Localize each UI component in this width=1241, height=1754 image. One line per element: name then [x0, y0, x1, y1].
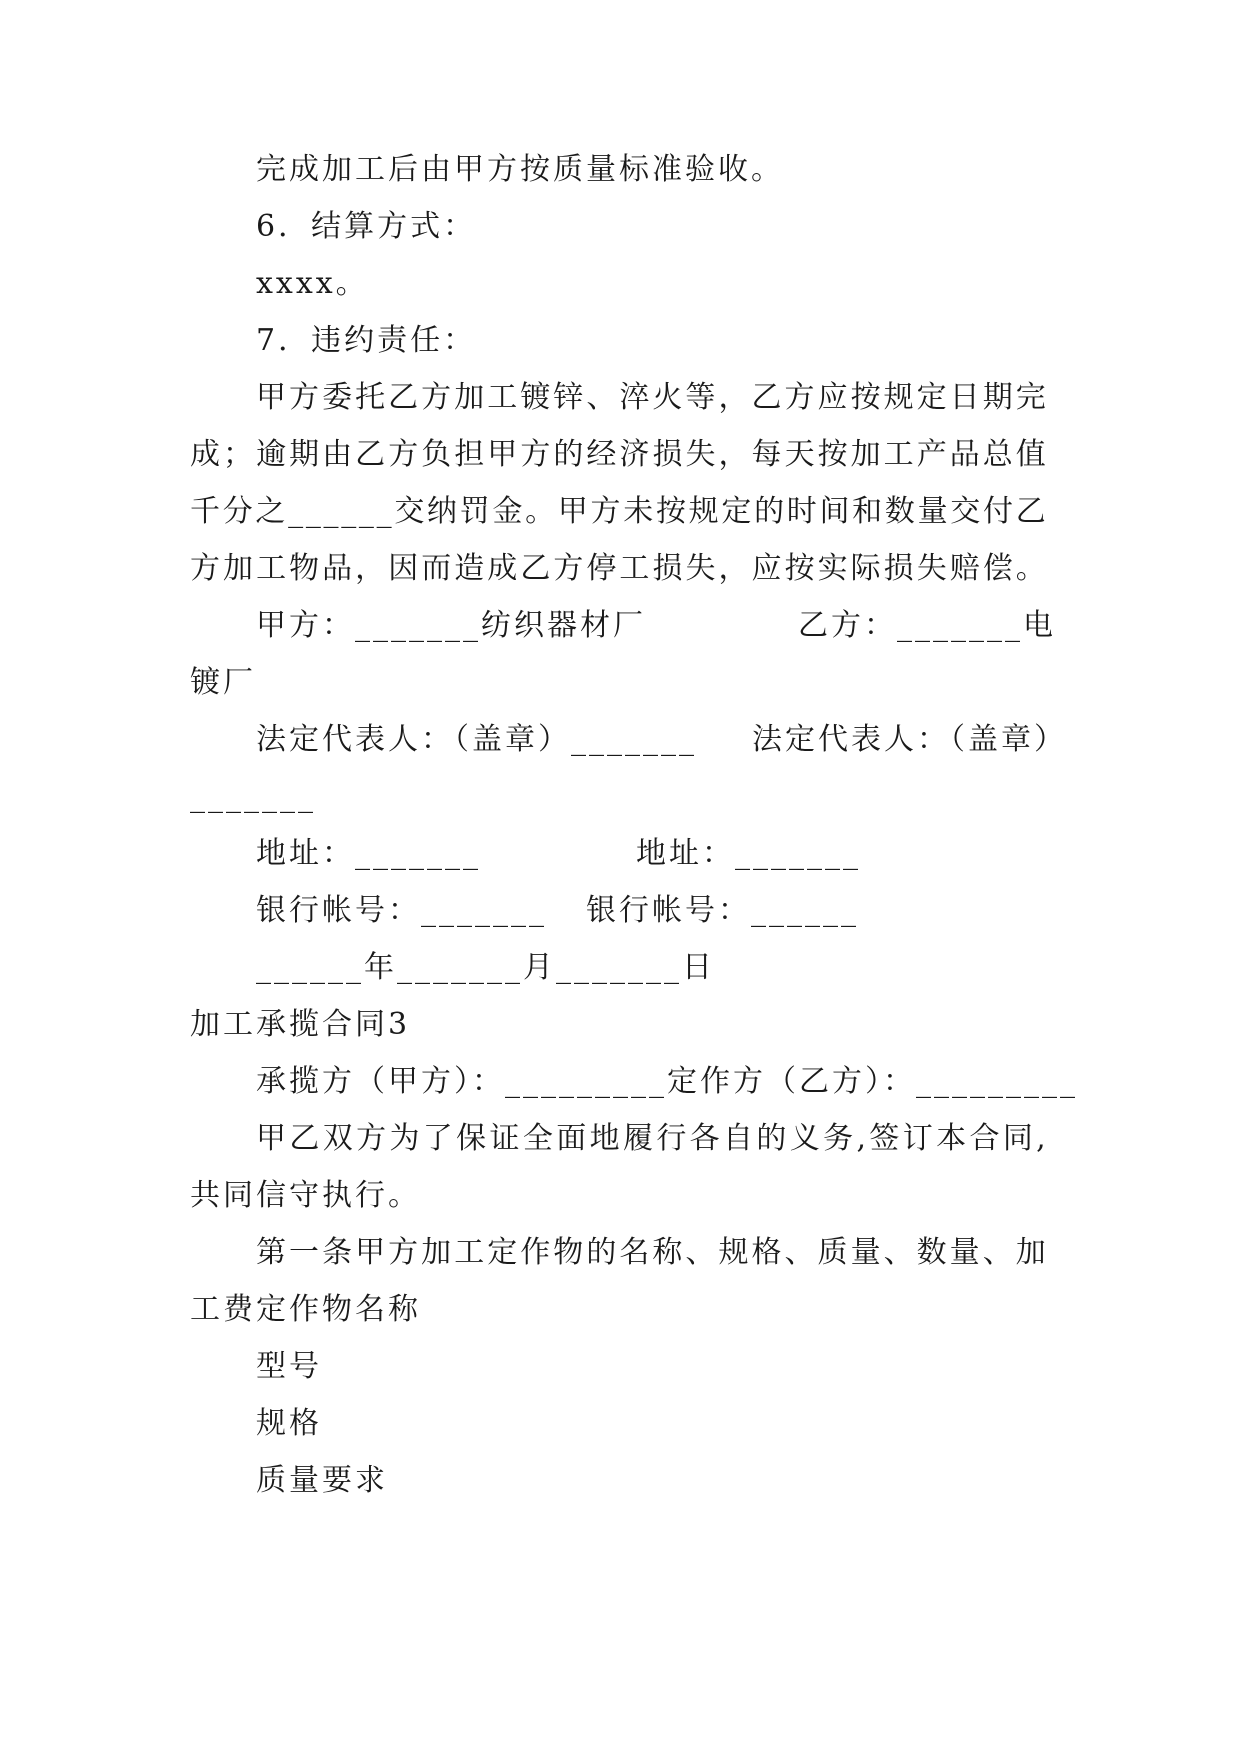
text-line — [190, 492, 1046, 532]
text-char: 、 — [586, 380, 617, 415]
text-char: 、 — [685, 1235, 716, 1270]
text-char: 交 — [394, 494, 425, 529]
text-char: 合 — [969, 1121, 1000, 1156]
text-char: 实 — [817, 551, 848, 586]
text-char: 交 — [950, 494, 981, 529]
text-char: 、 — [883, 1235, 914, 1270]
text-char: 工 — [487, 380, 518, 415]
text-char: 证 — [489, 1121, 520, 1156]
text-char: 作 — [520, 1235, 551, 1270]
party-a-label: 甲方：_______纺织器材厂 — [256, 608, 646, 643]
text-char: ， — [718, 551, 749, 586]
text-char: 称 — [652, 1235, 683, 1270]
text-char: 和 — [852, 494, 883, 529]
text-char: 量 — [850, 1235, 881, 1270]
text-char: 。 — [1015, 551, 1046, 586]
text-char: 委 — [322, 380, 353, 415]
text-char: 自 — [723, 1121, 754, 1156]
party-b-representative: 法定代表人：（盖章） — [752, 722, 1067, 757]
party-a-address: 地址：_______ — [256, 836, 481, 871]
text-char: 值 — [1015, 437, 1046, 472]
text-char: 经 — [586, 437, 617, 472]
signature-blank: _______ — [190, 779, 316, 814]
party-b-label: 乙方：_______电 — [798, 608, 1056, 643]
text-char: 失 — [916, 551, 947, 586]
text-char: 订 — [902, 1121, 933, 1156]
text-char: 损 — [883, 551, 914, 586]
text-char: 金 — [492, 494, 523, 529]
text-char: 甲 — [256, 1121, 286, 1156]
contract-title: 加工承揽合同3 — [190, 1007, 411, 1042]
text-char: 等 — [685, 380, 716, 415]
text-char: 总 — [982, 437, 1013, 472]
text-char: 际 — [850, 551, 881, 586]
text-char: 的 — [586, 1235, 617, 1270]
text-char: 名 — [619, 1235, 650, 1270]
text-char: 的 — [553, 437, 584, 472]
item-spec: 规格 — [256, 1406, 322, 1441]
item-model: 型号 — [256, 1349, 322, 1384]
text-char: 格 — [751, 1235, 782, 1270]
text-char: 千 — [190, 494, 220, 529]
party-b-bank-account: 银行帐号：______ — [586, 893, 859, 928]
text-char: 方 — [289, 380, 320, 415]
text-char: 务 — [823, 1121, 854, 1156]
text-char: 双 — [322, 1121, 353, 1156]
text-char: 、 — [982, 1235, 1013, 1270]
text-line: 工费定作物名称 — [190, 1292, 421, 1327]
text-line — [190, 435, 1046, 475]
text-char: ， — [718, 380, 749, 415]
text-char: 之 — [255, 494, 286, 529]
text-char: 保 — [456, 1121, 487, 1156]
text-char: 付 — [982, 494, 1013, 529]
text-char: 按 — [655, 494, 686, 529]
text-char: 加 — [850, 437, 881, 472]
text-char: 规 — [883, 380, 914, 415]
text-char: 方 — [190, 551, 220, 586]
text-char: 罚 — [459, 494, 490, 529]
text-char: 同 — [1002, 1121, 1033, 1156]
text-char: 纳 — [427, 494, 458, 529]
text-char: 偿 — [982, 551, 1013, 586]
text-char: 数 — [916, 1235, 947, 1270]
party-a-bank-account: 银行帐号：_______ — [256, 893, 547, 928]
text-line: xxxx。 — [256, 266, 369, 301]
text-char: 而 — [421, 551, 452, 586]
text-char: 工 — [454, 1235, 485, 1270]
text-char: 由 — [322, 437, 353, 472]
text-char: 物 — [553, 1235, 584, 1270]
text-char: 一 — [289, 1235, 320, 1270]
text-char: 工 — [883, 437, 914, 472]
text-char: 按 — [850, 380, 881, 415]
text-char: 质 — [817, 1235, 848, 1270]
text-char: 甲 — [487, 437, 518, 472]
text-char: 定 — [916, 380, 947, 415]
text-char: ， — [355, 551, 386, 586]
text-char: 乙 — [520, 551, 551, 586]
text-char: 的 — [754, 494, 785, 529]
text-char: 乙 — [388, 380, 419, 415]
text-char: 全 — [522, 1121, 553, 1156]
text-char: 乙 — [355, 437, 386, 472]
text-char: 定 — [721, 494, 752, 529]
text-char: 按 — [817, 437, 848, 472]
text-char: 的 — [756, 1121, 787, 1156]
text-line — [256, 1233, 1046, 1273]
text-char: 方 — [421, 380, 452, 415]
text-char: 方 — [520, 437, 551, 472]
text-char: ， — [718, 437, 749, 472]
text-char: 地 — [589, 1121, 620, 1156]
text-char: 托 — [355, 380, 386, 415]
text-char: 各 — [689, 1121, 720, 1156]
text-char: 品 — [949, 437, 980, 472]
text-char: 履 — [622, 1121, 653, 1156]
text-line: 7．违约责任： — [256, 323, 477, 358]
text-char: 按 — [784, 551, 815, 586]
text-char: 方 — [784, 380, 815, 415]
text-char: 因 — [388, 551, 419, 586]
text-char: 条 — [322, 1235, 353, 1270]
text-char: _ — [305, 494, 321, 529]
text-char: 品 — [322, 551, 353, 586]
text-char: _ — [341, 494, 357, 529]
text-char: 锌 — [553, 380, 584, 415]
text-char: 量 — [949, 1235, 980, 1270]
text-char: 成 — [190, 437, 220, 472]
text-char: 方 — [388, 1235, 419, 1270]
party-b-address: 地址：_______ — [636, 836, 861, 871]
text-char: 数 — [884, 494, 915, 529]
text-char: 逾 — [256, 437, 287, 472]
text-char: 济 — [619, 437, 650, 472]
text-char: 加 — [1015, 1235, 1046, 1270]
text-char: 规 — [688, 494, 719, 529]
text-char: 面 — [556, 1121, 587, 1156]
text-char: _ — [288, 494, 304, 529]
text-char: 负 — [421, 437, 452, 472]
text-char: 间 — [819, 494, 850, 529]
text-line — [190, 549, 1046, 589]
text-char: 本 — [936, 1121, 967, 1156]
text-char: 乙 — [1015, 494, 1046, 529]
text-char: 时 — [786, 494, 817, 529]
text-char: _ — [358, 494, 374, 529]
text-line: 镀厂 — [190, 665, 256, 700]
text-char: , — [856, 1121, 867, 1156]
text-char: 定 — [487, 1235, 518, 1270]
text-char: 加 — [454, 380, 485, 415]
text-char: 甲 — [355, 1235, 386, 1270]
text-char: 工 — [256, 551, 287, 586]
text-char: 产 — [916, 437, 947, 472]
text-char: 。 — [525, 494, 556, 529]
text-char: _ — [376, 494, 392, 529]
item-quality: 质量要求 — [256, 1463, 388, 1498]
text-char: 方 — [356, 1121, 387, 1156]
text-char: 失 — [685, 437, 716, 472]
text-char: 量 — [917, 494, 948, 529]
text-char: 行 — [656, 1121, 687, 1156]
text-char: 停 — [586, 551, 617, 586]
text-char: 签 — [869, 1121, 900, 1156]
text-char: 赔 — [949, 551, 980, 586]
text-char: ； — [223, 437, 254, 472]
text-char: 造 — [454, 551, 485, 586]
text-char: 应 — [817, 380, 848, 415]
text-char: 物 — [289, 551, 320, 586]
parties-line: 承揽方（甲方）：_________定作方（乙方）：_________ — [256, 1064, 1078, 1099]
text-char: 为 — [389, 1121, 420, 1156]
date-line: ______年_______月_______日 — [256, 950, 715, 985]
text-char: 日 — [949, 380, 980, 415]
text-char: 了 — [422, 1121, 453, 1156]
text-char: 火 — [652, 380, 683, 415]
text-char: 甲 — [256, 380, 286, 415]
text-line: 6．结算方式： — [256, 209, 477, 244]
text-char: 、 — [784, 1235, 815, 1270]
text-char: 甲 — [557, 494, 588, 529]
text-char: 淬 — [619, 380, 650, 415]
text-char: 加 — [421, 1235, 452, 1270]
text-char: 期 — [982, 380, 1013, 415]
text-char: 未 — [623, 494, 654, 529]
text-line — [256, 378, 1046, 418]
text-char: 乙 — [751, 380, 782, 415]
text-char: 失 — [685, 551, 716, 586]
text-char: 义 — [789, 1121, 820, 1156]
text-char: 损 — [652, 551, 683, 586]
text-char: 担 — [454, 437, 485, 472]
text-char: 成 — [487, 551, 518, 586]
text-char: 规 — [718, 1235, 749, 1270]
text-char: 完 — [1015, 380, 1046, 415]
text-char: 镀 — [520, 380, 551, 415]
text-char: 乙 — [289, 1121, 320, 1156]
text-char: 应 — [751, 551, 782, 586]
text-char: 第 — [256, 1235, 286, 1270]
text-char: 方 — [388, 437, 419, 472]
text-char: 方 — [553, 551, 584, 586]
text-char: 天 — [784, 437, 815, 472]
text-char: 工 — [619, 551, 650, 586]
text-line — [256, 1119, 1046, 1159]
text-char: 分 — [222, 494, 253, 529]
text-char: 加 — [223, 551, 254, 586]
text-char: _ — [323, 494, 339, 529]
text-char: , — [1036, 1121, 1046, 1156]
text-char: 每 — [751, 437, 782, 472]
text-char: 损 — [652, 437, 683, 472]
text-line: 完成加工后由甲方按质量标准验收。 — [256, 152, 784, 187]
party-a-representative: 法定代表人：（盖章）_______ — [256, 722, 697, 757]
text-char: 期 — [289, 437, 320, 472]
text-char: 方 — [590, 494, 621, 529]
text-line: 共同信守执行。 — [190, 1178, 421, 1213]
